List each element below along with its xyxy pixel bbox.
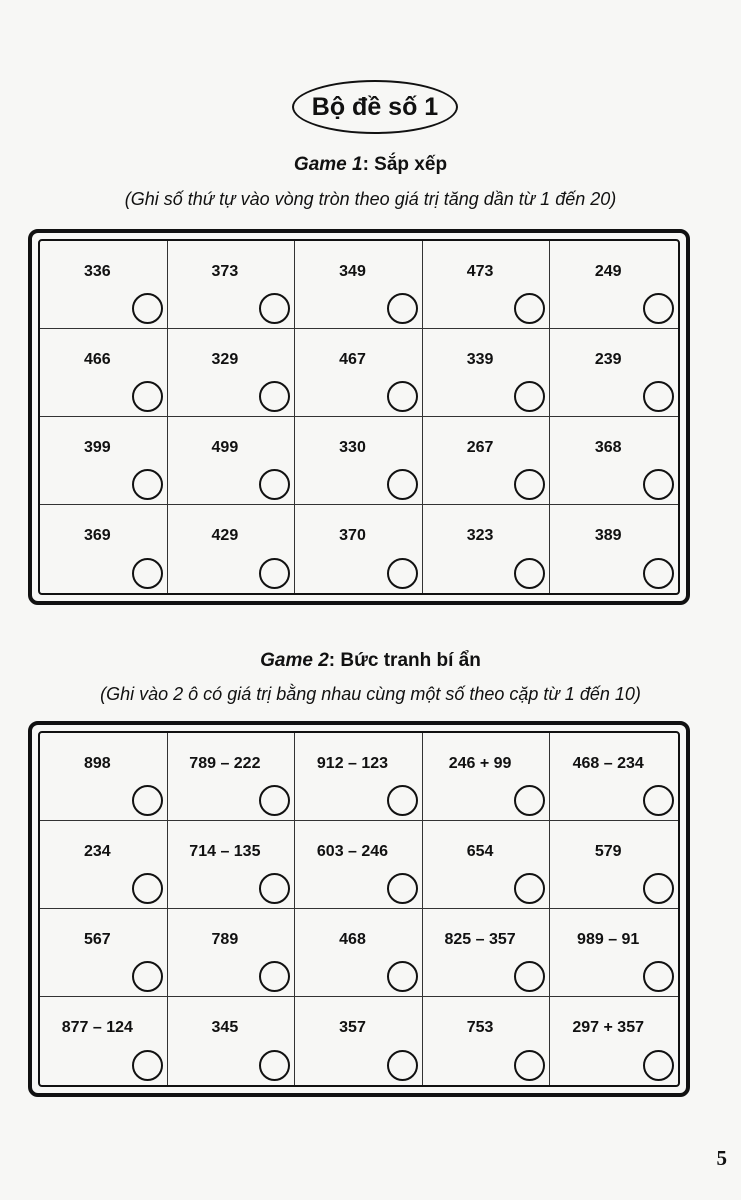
- game1-cell: [423, 241, 551, 329]
- answer-circle[interactable]: [643, 558, 674, 589]
- game2-cell: [40, 997, 168, 1085]
- answer-circle[interactable]: [259, 293, 290, 324]
- cell-value: 249: [594, 263, 622, 280]
- answer-circle[interactable]: [259, 785, 290, 816]
- game2-cell: [423, 997, 551, 1085]
- cell-value: 467: [339, 351, 366, 368]
- answer-circle[interactable]: [387, 1050, 418, 1081]
- cell-value: 912 – 123: [316, 755, 389, 772]
- game1-cell: [295, 417, 423, 505]
- answer-circle[interactable]: [259, 1050, 290, 1081]
- answer-circle[interactable]: [643, 293, 674, 324]
- cell-value: 468 – 234: [572, 755, 644, 772]
- answer-circle[interactable]: [387, 785, 418, 816]
- cell-value: 789 – 222: [189, 755, 261, 772]
- game2-label: Game 2: [260, 650, 329, 671]
- game2-cell: [168, 821, 296, 909]
- cell-value: 714 – 135: [189, 843, 261, 860]
- cell-value: 267: [466, 439, 494, 456]
- cell-value: 499: [211, 439, 239, 456]
- answer-circle[interactable]: [514, 873, 545, 904]
- game1-cell: [550, 417, 678, 505]
- answer-circle[interactable]: [259, 558, 290, 589]
- cell-value: 329: [211, 351, 239, 368]
- game1-cell: [550, 329, 678, 417]
- cell-value: 567: [83, 931, 111, 948]
- answer-circle[interactable]: [259, 873, 290, 904]
- game2-cell: [550, 821, 678, 909]
- cell-value: 246 + 99: [448, 755, 512, 772]
- game2-cell: [550, 997, 678, 1085]
- game1-cell: [168, 417, 296, 505]
- cell-value: 234: [83, 843, 111, 860]
- page-title: [292, 80, 458, 134]
- game2-cell: [168, 997, 296, 1085]
- game1-cell: [168, 241, 296, 329]
- game1-cell: [550, 241, 678, 329]
- answer-circle[interactable]: [643, 381, 674, 412]
- answer-circle[interactable]: [132, 293, 163, 324]
- cell-value: 330: [339, 439, 366, 456]
- game2-cell: [550, 909, 678, 997]
- page-title-text: Bộ đề số 1: [311, 92, 439, 121]
- cell-value: 753: [466, 1019, 494, 1036]
- answer-circle[interactable]: [259, 961, 290, 992]
- game2-cell: [168, 733, 296, 821]
- answer-circle[interactable]: [514, 469, 545, 500]
- answer-circle[interactable]: [387, 381, 418, 412]
- game1-cell: [295, 505, 423, 593]
- cell-value: 898: [83, 755, 111, 772]
- cell-value: 877 – 124: [61, 1019, 133, 1036]
- answer-circle[interactable]: [514, 961, 545, 992]
- game1-cell: [40, 505, 168, 593]
- game2-cell: [40, 821, 168, 909]
- game2-cell: [295, 733, 423, 821]
- answer-circle[interactable]: [643, 873, 674, 904]
- answer-circle[interactable]: [514, 381, 545, 412]
- game2-cell: [423, 909, 551, 997]
- game2-cell: [550, 733, 678, 821]
- cell-value: 429: [211, 527, 239, 544]
- game1-instruction: (Ghi số thứ tự vào vòng tròn theo giá trị tăng dần từ 1 đến 20): [124, 189, 617, 209]
- answer-circle[interactable]: [259, 469, 290, 500]
- cell-value: 399: [83, 439, 111, 456]
- game1-cell: [295, 241, 423, 329]
- game2-cell: [40, 733, 168, 821]
- game1-heading: [0, 154, 741, 176]
- game2-cell: [295, 997, 423, 1085]
- cell-value: 389: [594, 527, 622, 544]
- game1-board: [28, 229, 690, 605]
- cell-value: 345: [211, 1019, 239, 1036]
- cell-value: 370: [339, 527, 366, 544]
- answer-circle[interactable]: [387, 961, 418, 992]
- cell-value: 297 + 357: [572, 1019, 644, 1036]
- game1-cell: [550, 505, 678, 593]
- game2-cell: [40, 909, 168, 997]
- game2-cell: [423, 821, 551, 909]
- game2-cell: [423, 733, 551, 821]
- game2-cell: [295, 821, 423, 909]
- answer-circle[interactable]: [387, 469, 418, 500]
- game1-grid: [38, 239, 680, 595]
- answer-circle[interactable]: [514, 293, 545, 324]
- answer-circle[interactable]: [132, 785, 163, 816]
- answer-circle[interactable]: [514, 558, 545, 589]
- game1-cell: [40, 417, 168, 505]
- game1-cell: [423, 329, 551, 417]
- game2-instruction: (Ghi vào 2 ô có giá trị bằng nhau cùng một số theo cặp từ 1 đến 10): [100, 684, 641, 704]
- game2-cell: [168, 909, 296, 997]
- cell-value: 373: [211, 263, 239, 280]
- game1-cell: [168, 505, 296, 593]
- cell-value: 603 – 246: [316, 843, 389, 860]
- cell-value: 336: [83, 263, 111, 280]
- game1-cell: [423, 417, 551, 505]
- cell-value: 654: [466, 843, 494, 860]
- game1-label: Game 1: [293, 154, 363, 175]
- answer-circle[interactable]: [132, 961, 163, 992]
- game1-cell: [40, 241, 168, 329]
- answer-circle[interactable]: [132, 469, 163, 500]
- answer-circle[interactable]: [643, 1050, 674, 1081]
- answer-circle[interactable]: [132, 558, 163, 589]
- cell-value: 473: [466, 263, 494, 280]
- cell-value: 357: [339, 1019, 366, 1036]
- answer-circle[interactable]: [259, 381, 290, 412]
- game1-cell: [295, 329, 423, 417]
- page-number: 5: [716, 1146, 727, 1170]
- cell-value: 825 – 357: [444, 931, 516, 948]
- answer-circle[interactable]: [387, 873, 418, 904]
- answer-circle[interactable]: [514, 785, 545, 816]
- answer-circle[interactable]: [132, 381, 163, 412]
- answer-circle[interactable]: [514, 1050, 545, 1081]
- answer-circle[interactable]: [132, 1050, 163, 1081]
- game1-cell: [40, 329, 168, 417]
- cell-value: 989 – 91: [577, 931, 640, 948]
- answer-circle[interactable]: [387, 293, 418, 324]
- game1-cell: [168, 329, 296, 417]
- cell-value: 789: [211, 931, 239, 948]
- answer-circle[interactable]: [387, 558, 418, 589]
- game2-heading: [0, 650, 741, 672]
- game2-name: : Bức tranh bí ẩn: [328, 650, 481, 671]
- cell-value: 349: [339, 263, 366, 280]
- cell-value: 323: [466, 527, 494, 544]
- cell-value: 339: [466, 351, 494, 368]
- cell-value: 368: [594, 439, 622, 456]
- answer-circle[interactable]: [132, 873, 163, 904]
- cell-value: 369: [83, 527, 111, 544]
- answer-circle[interactable]: [643, 961, 674, 992]
- answer-circle[interactable]: [643, 469, 674, 500]
- cell-value: 239: [594, 351, 622, 368]
- game2-grid: [38, 731, 680, 1087]
- cell-value: 468: [339, 931, 366, 948]
- game2-cell: [295, 909, 423, 997]
- game2-board: [28, 721, 690, 1097]
- cell-value: 466: [83, 351, 111, 368]
- game1-name: : Sắp xếp: [362, 154, 448, 175]
- game1-cell: [423, 505, 551, 593]
- answer-circle[interactable]: [643, 785, 674, 816]
- cell-value: 579: [594, 843, 622, 860]
